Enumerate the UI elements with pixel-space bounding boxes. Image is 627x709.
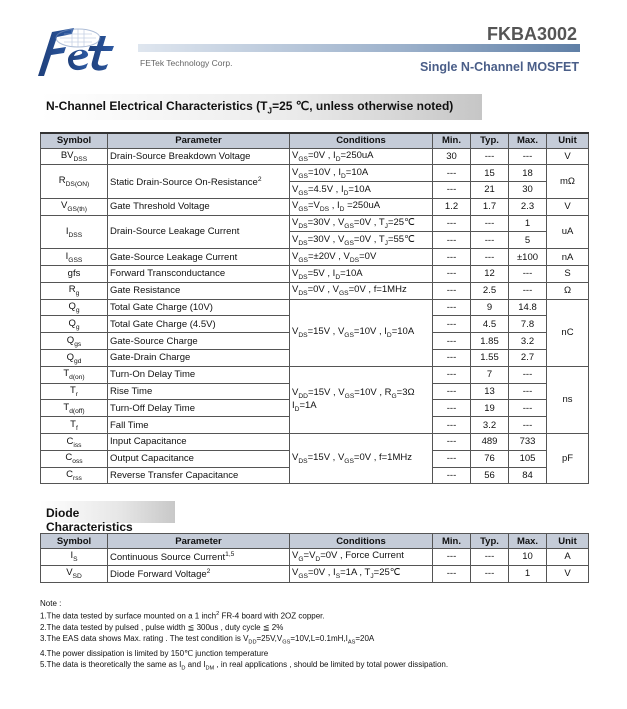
max-cell: --- xyxy=(509,282,547,299)
typ-cell: 489 xyxy=(471,434,509,451)
col-symbol: Symbol xyxy=(41,534,108,549)
unit-cell: nC xyxy=(547,299,589,366)
conditions-cell: $V_{GS}=V_{DS}$ , $I_D =250uA$ xyxy=(290,198,433,215)
max-cell: --- xyxy=(509,417,547,434)
max-cell: --- xyxy=(509,148,547,165)
typ-cell: 21 xyxy=(471,182,509,199)
typ-cell: --- xyxy=(471,215,509,232)
symbol-cell: $C_{rss}$ xyxy=(41,467,108,484)
min-cell: --- xyxy=(433,565,471,582)
symbol-cell: $Q_{gd}$ xyxy=(41,350,108,367)
unit-cell: V xyxy=(547,148,589,165)
symbol-cell: $Q_g$ xyxy=(41,299,108,316)
symbol-cell: $I_S$ xyxy=(41,549,108,566)
col-max: Max. xyxy=(509,133,547,148)
symbol-cell: $T_{d(off)}$ xyxy=(41,400,108,417)
conditions-cell: $V_{GS}=10V$ , $I_D=10A$ xyxy=(290,165,433,182)
col-conditions: Conditions xyxy=(290,133,433,148)
table-row xyxy=(41,565,589,582)
symbol-cell: $Q_{gs}$ xyxy=(41,333,108,350)
max-cell: --- xyxy=(509,383,547,400)
col-symbol: Symbol xyxy=(41,133,108,148)
min-cell: --- xyxy=(433,333,471,350)
table-row xyxy=(41,366,589,383)
min-cell: --- xyxy=(433,366,471,383)
unit-cell: A xyxy=(547,549,589,566)
symbol-cell: $R_g$ xyxy=(41,282,108,299)
typ-cell: 76 xyxy=(471,450,509,467)
min-cell: --- xyxy=(433,165,471,182)
typ-cell: --- xyxy=(471,565,509,582)
parameter-cell: Turn-Off Delay Time xyxy=(108,400,290,417)
note-item: 5.The data is theoretically the same as $I_D$ and $I_{DM}$ , in real applications , should be limited by total power dissipation. xyxy=(40,660,449,672)
note-item: 3.The EAS data shows Max. rating . The test condition is $V_{DD}=25V,V_{GS}=10V,L=0.1mH,I_{AS}=20A$ xyxy=(40,633,375,646)
conditions-cell: $V_{GS}=4.5V$ , $I_D=10A$ xyxy=(290,182,433,199)
parameter-cell: Turn-On Delay Time xyxy=(108,366,290,383)
typ-cell: 9 xyxy=(471,299,509,316)
parameter-cell: Rise Time xyxy=(108,383,290,400)
parameter-cell: Fall Time xyxy=(108,417,290,434)
min-cell: 1.2 xyxy=(433,198,471,215)
parameter-cell: Output Capacitance xyxy=(108,450,290,467)
table-row xyxy=(41,249,589,266)
min-cell: 30 xyxy=(433,148,471,165)
conditions-cell: $V_G=V_D=0V$ , Force Current xyxy=(290,549,433,566)
note-heading: Note : xyxy=(40,599,62,608)
max-cell: 18 xyxy=(509,165,547,182)
parameter-cell: Static Drain-Source On-Resistance$^2$ xyxy=(108,165,290,199)
typ-cell: 15 xyxy=(471,165,509,182)
conditions-cell: $V_{DS}=5V$ , $I_D=10A$ xyxy=(290,266,433,283)
table-row xyxy=(41,215,589,232)
min-cell: --- xyxy=(433,282,471,299)
max-cell: --- xyxy=(509,400,547,417)
max-cell: 1 xyxy=(509,565,547,582)
parameter-cell: Continuous Source Current$^{1,5}$ xyxy=(108,549,290,566)
typ-cell: 4.5 xyxy=(471,316,509,333)
unit-cell: pF xyxy=(547,434,589,484)
conditions-cell: $V_{GS}=\pm 20V$ , $V_{DS}=0V$ xyxy=(290,249,433,266)
min-cell: --- xyxy=(433,434,471,451)
symbol-cell: $BV_{DSS}$ xyxy=(41,148,108,165)
table-row xyxy=(41,165,589,182)
col-max: Max. xyxy=(509,534,547,549)
parameter-cell: Drain-Source Breakdown Voltage xyxy=(108,148,290,165)
conditions-cell: $V_{DS}=30V$ , $V_{GS}=0V$ , $T_J=55℃$ xyxy=(290,232,433,249)
conditions-cell: $V_{GS}=0V$ , $I_S=1A$ , $T_J=25℃$ xyxy=(290,565,433,582)
conditions-cell: $V_{DS}=15V$ , $V_{GS}=0V$ , f=1MHz xyxy=(290,434,433,484)
typ-cell: 13 xyxy=(471,383,509,400)
min-cell: --- xyxy=(433,467,471,484)
fetek-logo xyxy=(28,22,138,80)
table-row xyxy=(41,549,589,566)
col-conditions: Conditions xyxy=(290,534,433,549)
product-subtitle: Single N-Channel MOSFET xyxy=(419,60,579,74)
symbol-cell: $T_f$ xyxy=(41,417,108,434)
col-typ: Typ. xyxy=(471,534,509,549)
symbol-cell: $C_{iss}$ xyxy=(41,434,108,451)
typ-cell: --- xyxy=(471,232,509,249)
col-parameter: Parameter xyxy=(108,133,290,148)
typ-cell: 12 xyxy=(471,266,509,283)
unit-cell: ns xyxy=(547,366,589,433)
parameter-cell: Gate Threshold Voltage xyxy=(108,198,290,215)
typ-cell: 3.2 xyxy=(471,417,509,434)
parameter-cell: Gate Resistance xyxy=(108,282,290,299)
min-cell: --- xyxy=(433,316,471,333)
note-item: 1.The data tested by surface mounted on a 1 inch$^2$ FR-4 board with 2OZ copper. xyxy=(40,611,325,621)
parameter-cell: Gate-Drain Charge xyxy=(108,350,290,367)
parameter-cell: Input Capacitance xyxy=(108,434,290,451)
section-title-electrical: N-Channel Electrical Characteristics ($T_J=25$ ℃, unless otherwise noted) xyxy=(40,94,482,120)
table-row xyxy=(41,266,589,283)
min-cell: --- xyxy=(433,299,471,316)
diode-characteristics-table xyxy=(40,533,589,583)
typ-cell: 1.85 xyxy=(471,333,509,350)
conditions-cell: $V_{DD}=15V$ , $V_{GS}=10V$ , $R_G=3\Omega$ $I_D=1A$ xyxy=(290,366,433,433)
max-cell: 14.8 xyxy=(509,299,547,316)
max-cell: 1 xyxy=(509,215,547,232)
unit-cell: V xyxy=(547,565,589,582)
min-cell: --- xyxy=(433,182,471,199)
conditions-cell: $V_{DS}=30V$ , $V_{GS}=0V$ , $T_J=25℃$ xyxy=(290,215,433,232)
max-cell: 733 xyxy=(509,434,547,451)
typ-cell: --- xyxy=(471,148,509,165)
section-title-diode: Diode Characteristics xyxy=(40,501,175,523)
unit-cell: Ω xyxy=(547,282,589,299)
max-cell: 2.7 xyxy=(509,350,547,367)
max-cell: --- xyxy=(509,266,547,283)
electrical-characteristics-table xyxy=(40,132,589,484)
col-unit: Unit xyxy=(547,133,589,148)
unit-cell: uA xyxy=(547,215,589,249)
company-name: FETek Technology Corp. xyxy=(140,58,233,68)
unit-cell: nA xyxy=(547,249,589,266)
typ-cell: 19 xyxy=(471,400,509,417)
typ-cell: 56 xyxy=(471,467,509,484)
max-cell: 105 xyxy=(509,450,547,467)
typ-cell: --- xyxy=(471,549,509,566)
conditions-cell: $V_{GS}=0V$ , $I_D=250uA$ xyxy=(290,148,433,165)
max-cell: 30 xyxy=(509,182,547,199)
symbol-cell: $V_{SD}$ xyxy=(41,565,108,582)
conditions-cell: $V_{DS}=15V$ , $V_{GS}=10V$ , $I_D=10A$ xyxy=(290,299,433,366)
typ-cell: 2.5 xyxy=(471,282,509,299)
typ-cell: 1.7 xyxy=(471,198,509,215)
min-cell: --- xyxy=(433,400,471,417)
header-bar xyxy=(138,44,580,52)
min-cell: --- xyxy=(433,383,471,400)
symbol-cell: $T_r$ xyxy=(41,383,108,400)
table-row xyxy=(41,198,589,215)
table-row xyxy=(41,434,589,451)
typ-cell: 1.55 xyxy=(471,350,509,367)
col-min: Min. xyxy=(433,534,471,549)
unit-cell: S xyxy=(547,266,589,283)
parameter-cell: Gate-Source Charge xyxy=(108,333,290,350)
min-cell: --- xyxy=(433,549,471,566)
max-cell: 7.8 xyxy=(509,316,547,333)
note-item: 2.The data tested by pulsed , pulse width ≦ 300us , duty cycle ≦ 2% xyxy=(40,622,284,632)
min-cell: --- xyxy=(433,450,471,467)
col-typ: Typ. xyxy=(471,133,509,148)
parameter-cell: Diode Forward Voltage$^2$ xyxy=(108,565,290,582)
part-number: FKBA3002 xyxy=(486,24,577,44)
typ-cell: 7 xyxy=(471,366,509,383)
symbol-cell: $C_{oss}$ xyxy=(41,450,108,467)
symbol-cell: $T_{d(on)}$ xyxy=(41,366,108,383)
col-unit: Unit xyxy=(547,534,589,549)
max-cell: 5 xyxy=(509,232,547,249)
max-cell: ±100 xyxy=(509,249,547,266)
max-cell: 2.3 xyxy=(509,198,547,215)
symbol-cell: $Q_g$ xyxy=(41,316,108,333)
max-cell: 10 xyxy=(509,549,547,566)
notes xyxy=(40,598,448,675)
parameter-cell: Forward Transconductance xyxy=(108,266,290,283)
table-row xyxy=(41,148,589,165)
note-item: 4.The power dissipation is limited by 150℃ junction temperature xyxy=(40,649,269,659)
parameter-cell: Gate-Source Leakage Current xyxy=(108,249,290,266)
min-cell: --- xyxy=(433,249,471,266)
min-cell: --- xyxy=(433,266,471,283)
col-min: Min. xyxy=(433,133,471,148)
conditions-cell: $V_{DS}=0V$ , $V_{GS}=0V$ , f=1MHz xyxy=(290,282,433,299)
max-cell: 84 xyxy=(509,467,547,484)
symbol-cell: $R_{DS(ON)}$ xyxy=(41,165,108,199)
parameter-cell: Total Gate Charge (4.5V) xyxy=(108,316,290,333)
symbol-cell: $I_{GSS}$ xyxy=(41,249,108,266)
parameter-cell: Reverse Transfer Capacitance xyxy=(108,467,290,484)
table-row xyxy=(41,299,589,316)
unit-cell: V xyxy=(547,198,589,215)
table-row xyxy=(41,282,589,299)
min-cell: --- xyxy=(433,215,471,232)
parameter-cell: Total Gate Charge (10V) xyxy=(108,299,290,316)
typ-cell: --- xyxy=(471,249,509,266)
symbol-cell: $V_{GS(th)}$ xyxy=(41,198,108,215)
min-cell: --- xyxy=(433,350,471,367)
symbol-cell: gfs xyxy=(41,266,108,283)
max-cell: 3.2 xyxy=(509,333,547,350)
unit-cell: mΩ xyxy=(547,165,589,199)
min-cell: --- xyxy=(433,417,471,434)
symbol-cell: $I_{DSS}$ xyxy=(41,215,108,249)
col-parameter: Parameter xyxy=(108,534,290,549)
max-cell: --- xyxy=(509,366,547,383)
min-cell: --- xyxy=(433,232,471,249)
parameter-cell: Drain-Source Leakage Current xyxy=(108,215,290,249)
